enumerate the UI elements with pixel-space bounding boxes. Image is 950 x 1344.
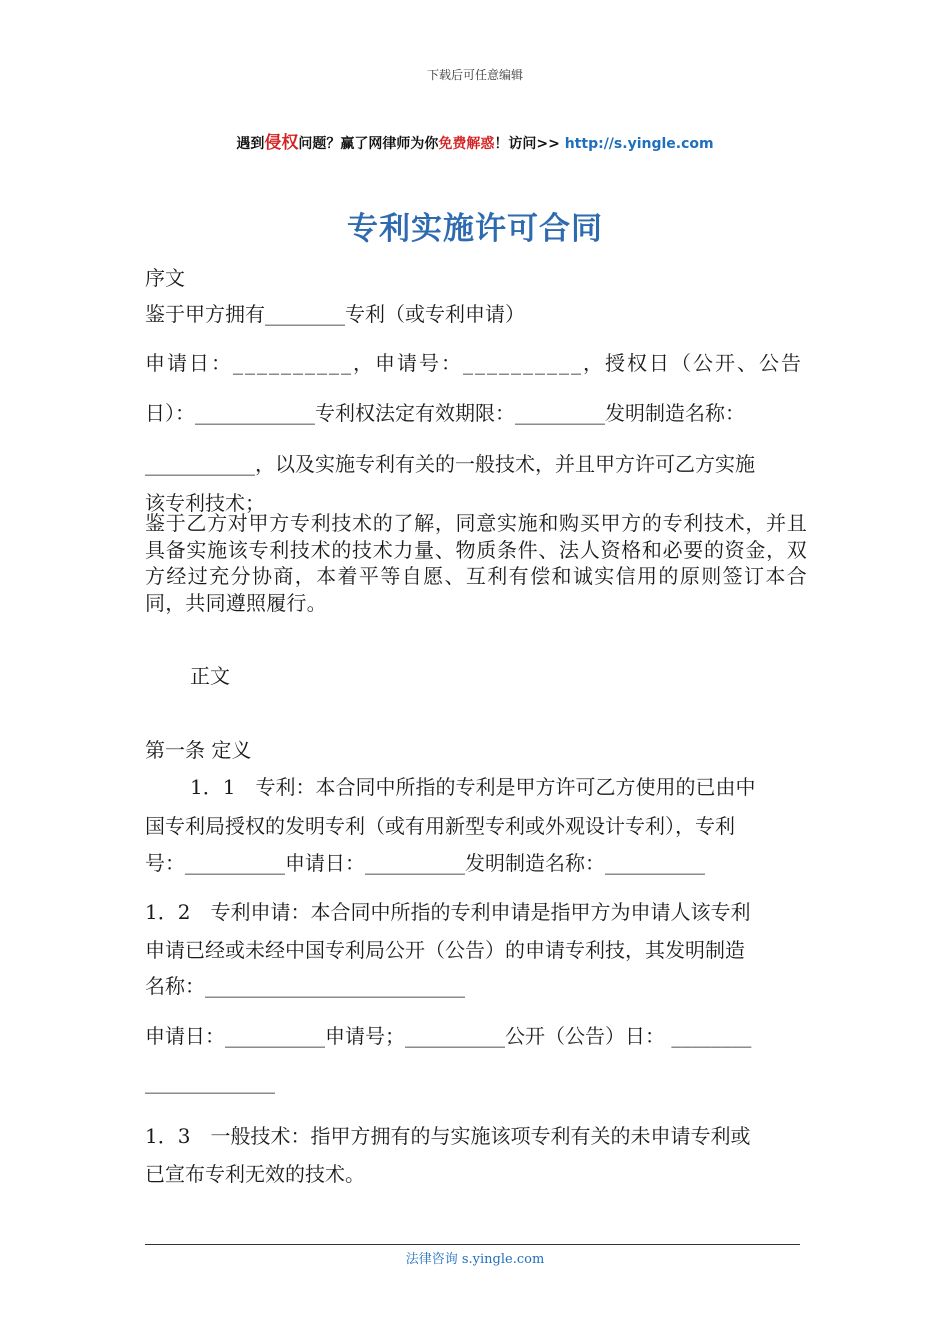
footer-link[interactable]: 法律咨询 s.yingle.com — [405, 1252, 545, 1267]
section-1-1-line-2: 国专利局授权的发明专利（或有用新型专利或外观设计专利），专利 — [145, 814, 735, 838]
document-title: 专利实施许可合同 — [347, 211, 603, 247]
promo-text-2: 问题？赢了网律师为你 — [298, 136, 439, 152]
section-1-3-line-1: 1．3 一般技术：指甲方拥有的与实施该项专利有关的未申请专利或 — [145, 1124, 751, 1148]
section-1-2-line-4: 申请日：__________申请号；__________公开（公告）日： ________ — [145, 1024, 752, 1048]
body-heading: 正文 — [190, 664, 230, 688]
promo-banner — [0, 128, 950, 153]
footer-divider — [145, 1244, 800, 1245]
section-1-2-line-3: 名称：__________________________ — [145, 974, 465, 998]
preface-paragraph: 鉴于乙方对甲方专利技术的了解，同意实施和购买甲方的专利技术，并且具备实施该专利技术的技术力量、物质条件、法人资格和必要的资金，双方经过充分协商，本着平等自愿、互利有偿和诚实信用的原则签订本合同，共同遵照履行。 — [145, 511, 807, 615]
article-1-heading: 第一条 定义 — [145, 738, 252, 762]
promo-text-1: 遇到 — [236, 136, 265, 152]
section-1-2-line-5: _____________ — [145, 1070, 275, 1094]
preface-heading: 序文 — [145, 266, 185, 290]
section-1-1-line-1: 1．1 专利：本合同中所指的专利是甲方许可乙方使用的已由中 — [190, 775, 756, 799]
promo-text-3: ！访问>> — [494, 136, 565, 152]
header-note: 下载后可任意编辑 — [426, 68, 523, 82]
promo-highlight-free: 免费解惑 — [438, 136, 495, 152]
preface-line-1: 鉴于甲方拥有________专利（或专利申请） — [145, 302, 525, 326]
promo-highlight-infringement: 侵权 — [264, 133, 299, 153]
section-1-1-line-3: 号：__________申请日：__________发明制造名称：__________ — [145, 851, 705, 875]
section-1-3-line-2: 已宣布专利无效的技术。 — [145, 1162, 365, 1186]
preface-line-2: 申请日：__________，申请号：__________，授权日（公开、公告 — [145, 351, 803, 375]
preface-line-5: 该专利技术； — [145, 491, 265, 515]
promo-link[interactable]: http://s.yingle.com — [564, 136, 714, 152]
preface-line-4: ___________，以及实施专利有关的一般技术，并且甲方许可乙方实施 — [145, 452, 755, 476]
section-1-2-line-1: 1．2 专利申请：本合同中所指的专利申请是指甲方为申请人该专利 — [145, 900, 751, 924]
section-1-2-line-2: 申请已经或未经中国专利局公开（公告）的申请专利技，其发明制造 — [145, 938, 745, 962]
preface-line-3: 日）：____________专利权法定有效期限：_________发明制造名称： — [145, 401, 745, 425]
